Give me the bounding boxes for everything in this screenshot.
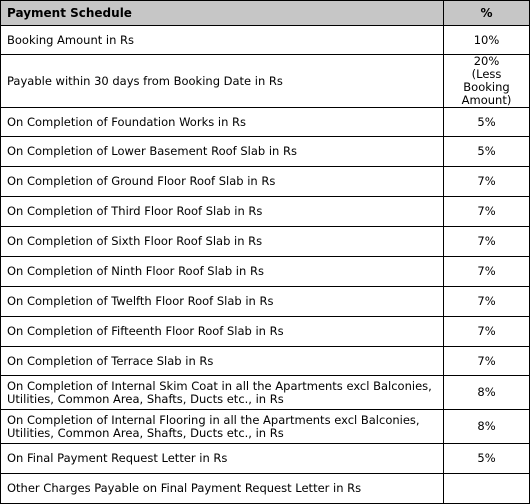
percent-cell: 7%: [444, 227, 530, 257]
percent-cell: [444, 474, 530, 504]
percent-cell: 7%: [444, 347, 530, 376]
payment-stage-cell: On Completion of Internal Flooring in all the Apartments excl Balconies, Utilities, Common Area, Shafts, Ducts etc., in Rs: [1, 410, 444, 444]
table-row: [1, 137, 530, 167]
table-row: [1, 197, 530, 227]
table-row: [1, 474, 530, 504]
percent-cell: 5%: [444, 137, 530, 167]
table-row: [1, 26, 530, 55]
payment-stage-cell: On Completion of Fifteenth Floor Roof Slab in Rs: [1, 317, 444, 347]
table-row: [1, 108, 530, 137]
payment-stage-cell: On Completion of Ninth Floor Roof Slab in Rs: [1, 257, 444, 287]
table-row: [1, 287, 530, 317]
percent-cell: 5%: [444, 444, 530, 474]
table-row: [1, 376, 530, 410]
table-row: [1, 55, 530, 108]
payment-stage-cell: Booking Amount in Rs: [1, 26, 444, 55]
percent-cell: 8%: [444, 410, 530, 444]
percent-cell: 10%: [444, 26, 530, 55]
payment-stage-cell: On Completion of Internal Skim Coat in all the Apartments excl Balconies, Utilities, Common Area, Shafts, Ducts etc., in Rs: [1, 376, 444, 410]
header-row: [1, 1, 530, 26]
percent-cell: 7%: [444, 317, 530, 347]
header-payment-schedule: Payment Schedule: [1, 1, 444, 26]
table-row: [1, 257, 530, 287]
table-row: [1, 347, 530, 376]
payment-stage-cell: Other Charges Payable on Final Payment Request Letter in Rs: [1, 474, 444, 504]
table-row: [1, 227, 530, 257]
percent-cell: 7%: [444, 257, 530, 287]
payment-stage-cell: On Completion of Lower Basement Roof Slab in Rs: [1, 137, 444, 167]
schedule-rows: [1, 26, 530, 504]
percent-cell: 8%: [444, 376, 530, 410]
table-row: [1, 167, 530, 197]
payment-stage-cell: On Completion of Foundation Works in Rs: [1, 108, 444, 137]
payment-stage-cell: On Completion of Sixth Floor Roof Slab in Rs: [1, 227, 444, 257]
percent-cell: 7%: [444, 197, 530, 227]
payment-stage-cell: On Final Payment Request Letter in Rs: [1, 444, 444, 474]
percent-cell: 7%: [444, 287, 530, 317]
table-row: [1, 444, 530, 474]
payment-stage-cell: On Completion of Twelfth Floor Roof Slab in Rs: [1, 287, 444, 317]
table-row: [1, 410, 530, 444]
payment-stage-cell: On Completion of Ground Floor Roof Slab in Rs: [1, 167, 444, 197]
payment-stage-cell: On Completion of Terrace Slab in Rs: [1, 347, 444, 376]
table-row: [1, 317, 530, 347]
percent-cell: 20% (Less Booking Amount): [444, 55, 530, 108]
payment-stage-cell: Payable within 30 days from Booking Date in Rs: [1, 55, 444, 108]
header-percent: %: [444, 1, 530, 26]
percent-cell: 5%: [444, 108, 530, 137]
percent-cell: 7%: [444, 167, 530, 197]
payment-stage-cell: On Completion of Third Floor Roof Slab in Rs: [1, 197, 444, 227]
